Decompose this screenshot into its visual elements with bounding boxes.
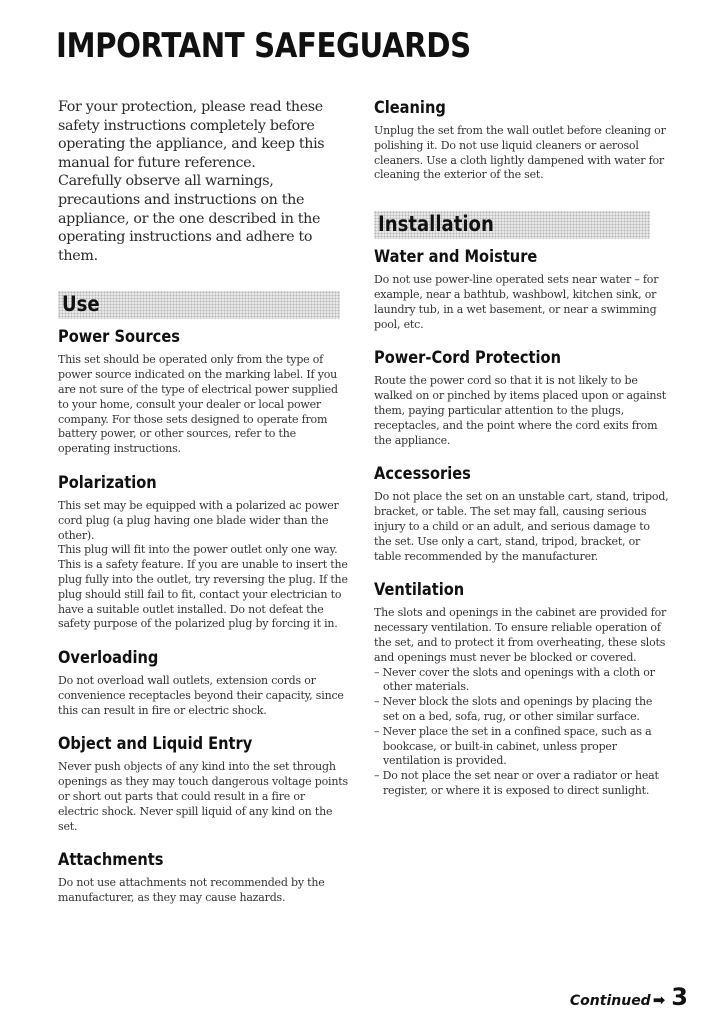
ventilation-section [374, 580, 669, 798]
object-liquid-body: Never push objects of any kind into the set through openings as they may touch dangerous voltage points or short out parts that could result in a fire or electric shock. Never spill liquid of any kind on the set. [58, 760, 348, 833]
object-liquid-section [58, 734, 348, 834]
ventilation-bullet-list [374, 666, 669, 799]
use-band-label: Use [62, 292, 100, 317]
accessories-heading: Accessories [374, 464, 471, 485]
page-number: 3 [671, 983, 688, 1011]
power-sources-body: This set should be operated only from the type of power source indicated on the marking label. If you are not sure of the type of electrical power supplied to your home, consult your dealer or local power company. For those sets designed to operate from battery power, or other sources, refer to the operating instructions. [58, 353, 338, 456]
polarization-body-1: This set may be equipped with a polarized ac power cord plug (a plug having one blade wider than the other). [58, 498, 339, 542]
ventilation-body: The slots and openings in the cabinet are provided for necessary ventilation. To ensure reliable operation of the set, and to protect it from overheating, these slots and openings must never be blocked or covered. [374, 606, 667, 664]
power-cord-body: Route the power cord so that it is not likely to be walked on or pinched by items placed upon or against them, paying particular attention to the plugs, receptacles, and the point where the cord exits from the appliance. [374, 374, 666, 447]
continued-arrow-icon: ➡ [652, 991, 666, 1009]
ventilation-heading: Ventilation [374, 580, 465, 601]
cleaning-heading: Cleaning [374, 98, 446, 118]
right-column [374, 98, 669, 815]
intro [58, 98, 348, 265]
installation-band-label: Installation [378, 212, 494, 237]
water-moisture-heading: Water and Moisture [374, 247, 538, 268]
left-column [58, 98, 348, 922]
polarization-heading: Polarization [58, 472, 157, 493]
water-moisture-body: Do not use power-line operated sets near water – for example, near a bathtub, washbowl, kitchen sink, or laundry tub, in a wet basement, or near a swimming pool, etc. [374, 273, 659, 331]
intro-paragraph-2: Carefully observe all warnings, precautions and instructions on the appliance, or the one described in the operating instructions and adhere to them. [58, 173, 321, 264]
page-title: IMPORTANT SAFEGUARDS [56, 26, 471, 66]
attachments-heading: Attachments [58, 850, 164, 871]
installation-section-band [374, 211, 650, 239]
overloading-body: Do not overload wall outlets, extension cords or convenience receptacles beyond their capacity, since this can result in fire or electric shock. [58, 674, 344, 717]
accessories-body: Do not place the set on an unstable cart, stand, tripod, bracket, or table. The set may fall, causing serious injury to a child or an adult, and serious damage to the set. Use only a cart, stand, tripod, bracket, or table recommended by the manufacturer. [374, 490, 669, 563]
overloading-heading: Overloading [58, 648, 159, 669]
page-footer [570, 983, 688, 1011]
power-cord-section [374, 348, 669, 448]
attachments-section [58, 850, 348, 906]
power-sources-heading: Power Sources [58, 327, 180, 348]
list-item: – Do not place the set near or over a radiator or heat register, or where it is exposed to direct sunlight. [374, 769, 659, 797]
accessories-section [374, 464, 669, 564]
polarization-section [58, 473, 348, 632]
attachments-body: Do not use attachments not recommended by the manufacturer, as they may cause hazards. [58, 876, 325, 905]
intro-paragraph-1: For your protection, please read these safety instructions completely before operating the appliance, and keep this manual for future reference. [58, 99, 325, 171]
list-item: – Never cover the slots and openings with a cloth or other materials. [374, 665, 655, 694]
cleaning-body: Unplug the set from the wall outlet before cleaning or polishing it. Do not use liquid cleaners or aerosol cleaners. Use a cloth lightly dampened with water for cleaning the exterior of the set. [374, 124, 666, 182]
overloading-section [58, 648, 348, 718]
list-item: – Never place the set in a confined space, such as a bookcase, or built-in cabinet, unless proper ventilation is provided. [374, 724, 652, 768]
power-sources-section [58, 327, 348, 457]
power-cord-heading: Power-Cord Protection [374, 348, 561, 369]
list-item: – Never block the slots and openings by placing the set on a bed, sofa, rug, or other similar surface. [374, 695, 653, 723]
cleaning-section [374, 98, 669, 183]
use-section-band [58, 291, 340, 319]
continued-label: Continued [569, 993, 651, 1009]
polarization-body-2: This plug will fit into the power outlet only one way. This is a safety feature. If you are unable to insert the plug fully into the outlet, try reversing the plug. If the plug should still fail to fit, contact your electrician to have a suitable outlet installed. Do not defeat the safety purpose of the polarized plug by forcing it in. [58, 543, 348, 631]
water-moisture-section [374, 247, 669, 332]
object-liquid-heading: Object and Liquid Entry [58, 734, 253, 755]
